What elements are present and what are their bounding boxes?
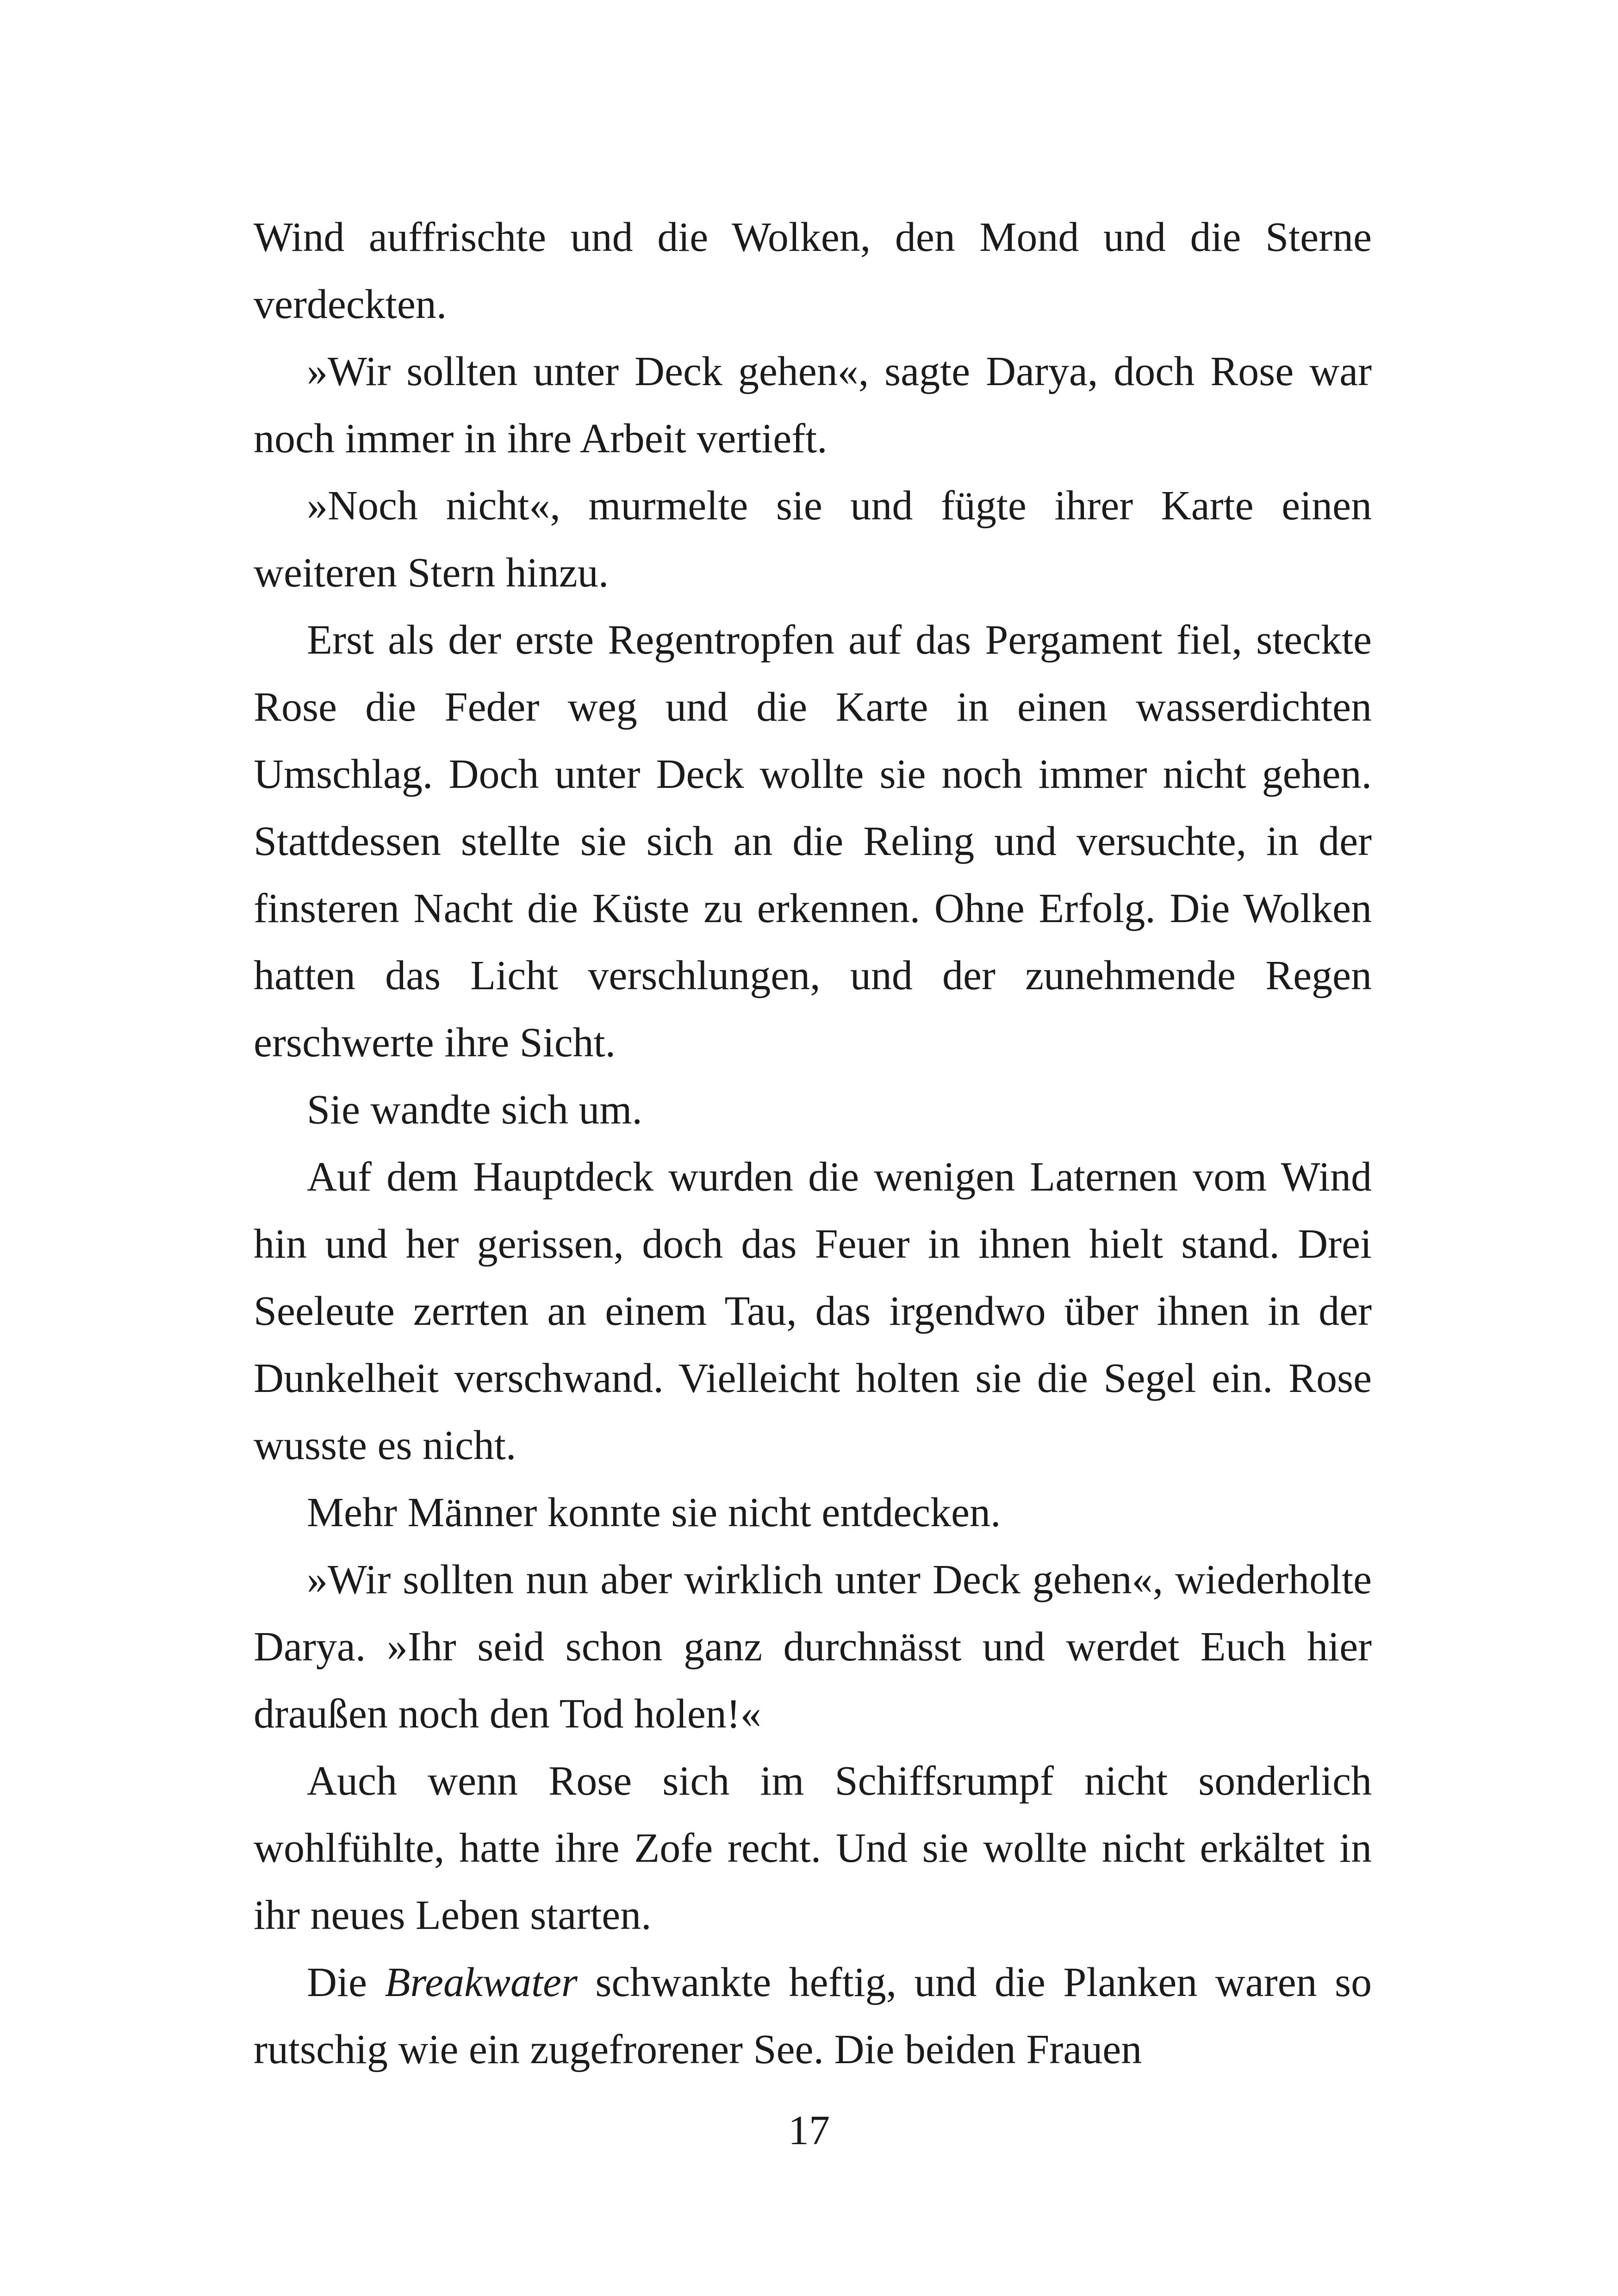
text-run: schwankte heftig, und die Planken waren so rutschig wie ein zugefrorener See. Die beiden Frauen	[254, 1959, 1372, 2072]
ship-name: Breakwater	[385, 1959, 578, 2005]
text-run: Die	[307, 1959, 385, 2005]
page-number: 17	[788, 2108, 830, 2153]
body-text	[254, 204, 1372, 2083]
paragraph: Auf dem Hauptdeck wurden die wenigen Laternen vom Wind hin und her gerissen, doch das Feuer in ihnen hielt stand. Drei Seeleute zerrten an einem Tau, das irgendwo über ihnen in der Dunkelheit verschwand. Vielleicht holten sie die Segel ein. Rose wusste es nicht.	[254, 1154, 1372, 1468]
paragraph: »Wir sollten nun aber wirklich unter Deck gehen«, wiederholte Darya. »Ihr seid schon ganz durchnässt und werdet Euch hier draußen noch den Tod holen!«	[254, 1557, 1372, 1737]
paragraph: Erst als der erste Regentropfen auf das Pergament fiel, steckte Rose die Feder weg und die Karte in einen wasserdichten Umschlag. Doch unter Deck wollte sie noch immer nicht gehen. Stattdessen stellte sie sich an die Reling und versuchte, in der finsteren Nacht die Küste zu erkennen. Ohne Erfolg. Die Wolken hatten das Licht verschlungen, und der zunehmende Regen erschwerte ihre Sicht.	[254, 617, 1372, 1066]
paragraph: »Wir sollten unter Deck gehen«, sagte Darya, doch Rose war noch immer in ihre Arbeit vertieft.	[254, 349, 1372, 462]
paragraph: Auch wenn Rose sich im Schiffsrumpf nicht sonderlich wohlfühlte, hatte ihre Zofe recht. Und sie wollte nicht erkältet in ihr neues Leben starten.	[254, 1758, 1372, 1938]
paragraph: »Noch nicht«, murmelte sie und fügte ihrer Karte einen weiteren Stern hinzu.	[254, 483, 1372, 596]
paragraph: Mehr Männer konnte sie nicht entdecken.	[307, 1490, 1001, 1535]
paragraph: Wind auffrischte und die Wolken, den Mond und die Sterne verdeckten.	[254, 214, 1372, 327]
paragraph: Sie wandte sich um.	[307, 1087, 642, 1133]
paragraph-last	[254, 1949, 1372, 2083]
